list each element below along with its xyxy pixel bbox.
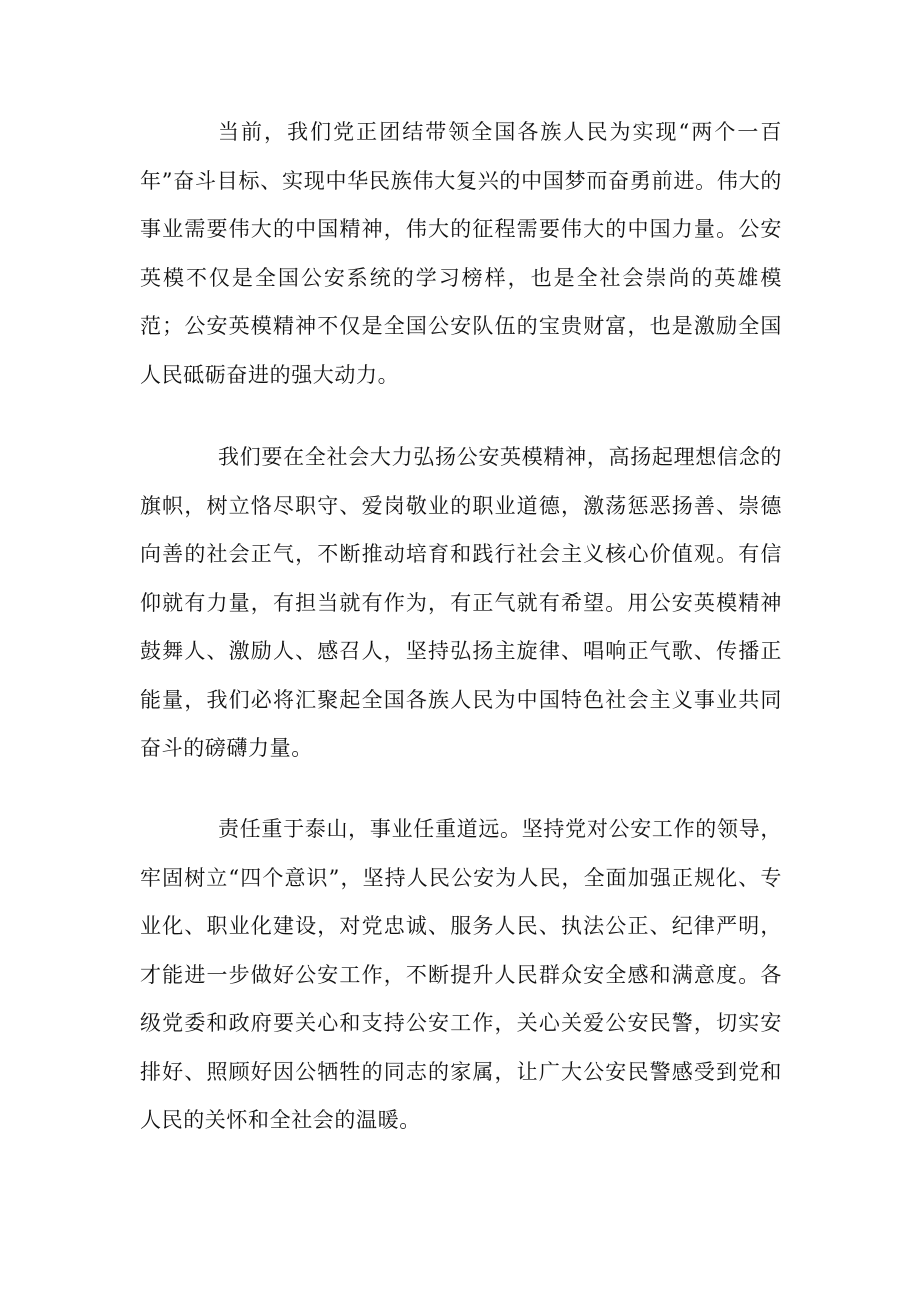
paragraph-3: 责任重于泰山，事业任重道远。坚持党对公安工作的领导，牢固树立“四个意识”，坚持人民公安为人民，全面加强正规化、专业化、职业化建设，对党忠诚、服务人民、执法公正、纪律严明，才能进一步做好公安工作，不断提升人民群众安全感和满意度。各级党委和政府要关心和支持公安工作，关心关爱公安民警，切实安排好、照顾好因公牺牲的同志的家属，让广大公安民警感受到党和人民的关怀和全社会的温暖。 [140,817,782,1132]
paragraph-1: 当前，我们党正团结带领全国各族人民为实现“两个一百年”奋斗目标、实现中华民族伟大复兴的中国梦而奋勇前进。伟大的事业需要伟大的中国精神，伟大的征程需要伟大的中国力量。公安英模不仅是全国公安系统的学习榜样，也是全社会崇尚的英雄模范；公安英模精神不仅是全国公安队伍的宝贵财富，也是激励全国人民砥砺奋进的强大动力。 [140,120,782,387]
paragraph-2: 我们要在全社会大力弘扬公安英模精神，高扬起理想信念的旗帜，树立恪尽职守、爱岗敬业的职业道德，激荡惩恶扬善、崇德向善的社会正气，不断推动培育和践行社会主义核心价值观。有信仰就有力量，有担当就有作为，有正气就有希望。用公安英模精神鼓舞人、激励人、感召人，坚持弘扬主旋律、唱响正气歌、传播正能量，我们必将汇聚起全国各族人民为中国特色社会主义事业共同奋斗的磅礴力量。 [140,445,782,760]
